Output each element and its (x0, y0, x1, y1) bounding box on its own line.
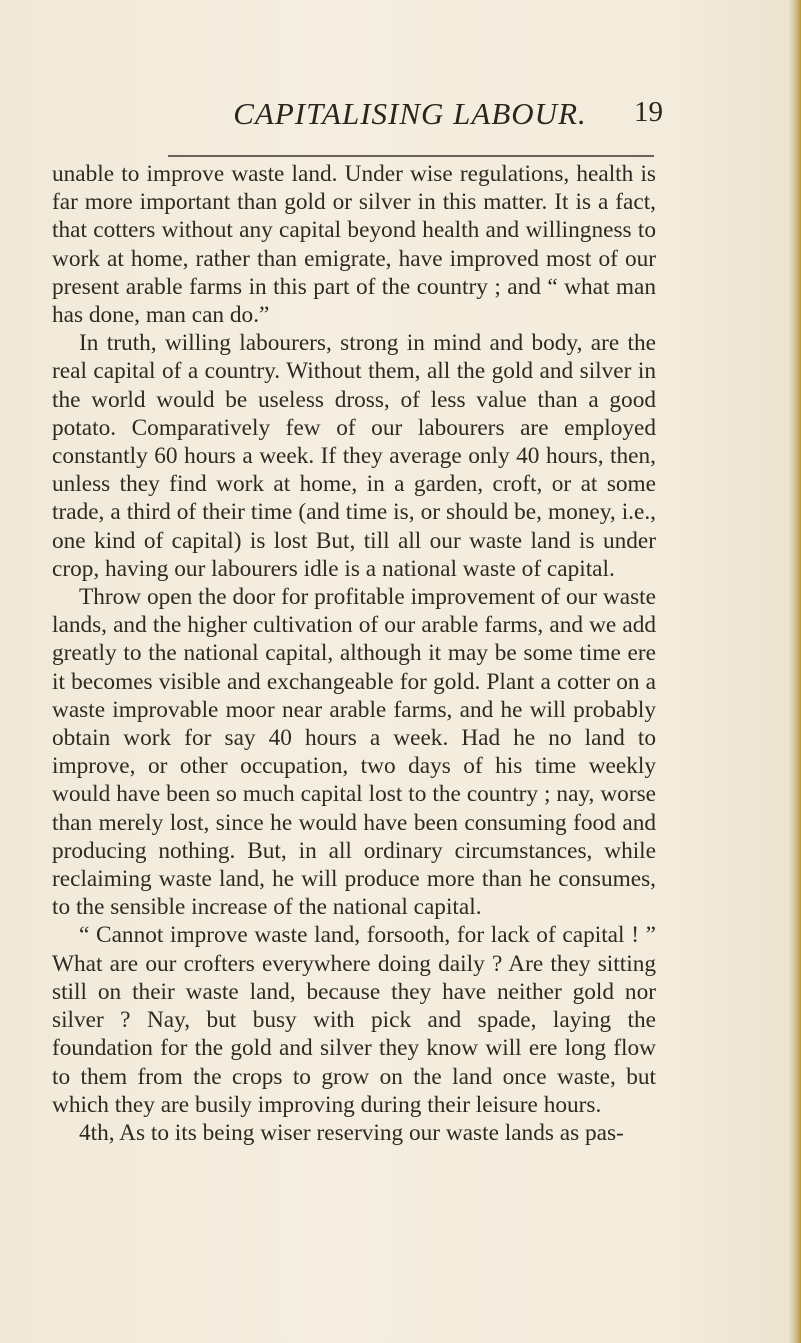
header-rule (168, 155, 654, 157)
paragraph-1: unable to improve waste land. Under wise regulations, health is far more important than gold or silver in this matter. It is a fact, that cotters without any capital beyond health and willingness to work at home, rather than emigrate, have improved most of our present arable farms in this part of the country ; and “ what man has done, man can do.” (52, 161, 656, 329)
page-number: 19 (634, 96, 663, 128)
paragraph-3: Throw open the door for profitable improvement of our waste lands, and the higher cultivation of our arable farms, and we add greatly to the national capital, although it may be some time ere it becomes visible and exchangeable for gold. Plant a cotter on a waste improvable moor near arable farms, and he will probably obtain work for say 40 hours a week. Had he no land to improve, or other occupation, two days of his time weekly would have been so much capital lost to the country ; nay, worse than merely lost, since he would have been consuming food and producing nothing. But, in all ordinary circumstances, while reclaiming waste land, he will produce more than he consumes, to the sensible increase of the national capital. (52, 584, 656, 921)
page-edge (789, 0, 801, 1343)
paragraph-4: “ Cannot improve waste land, forsooth, for lack of capital ! ” What are our crofters everywhere doing daily ? Are they sitting still on their waste land, because they have neither gold nor silver ? Nay, but busy with pick and spade, laying the foundation for the gold and silver they know will ere long flow to them from the crops to grow on the land once waste, but which they are busily improving during their leisure hours. (52, 922, 656, 1118)
running-title: CAPITALISING LABOUR. (233, 96, 587, 131)
page-header (0, 96, 801, 136)
body-text (52, 160, 656, 1147)
paragraph-5: 4th, As to its being wiser reserving our waste lands as pas- (79, 1119, 624, 1146)
paragraph-2: In truth, willing labourers, strong in mind and body, are the real capital of a country. Without them, all the gold and silver in the world would be useless dross, of less value than a good potato. Comparatively few of our labourers are employed constantly 60 hours a week. If they average only 40 hours, then, unless they find work at home, in a garden, croft, or at some trade, a third of their time (and time is, or should be, money, i.e., one kind of capital) is lost But, till all our waste land is under crop, having our labourers idle is a national waste of capital. (52, 330, 656, 582)
